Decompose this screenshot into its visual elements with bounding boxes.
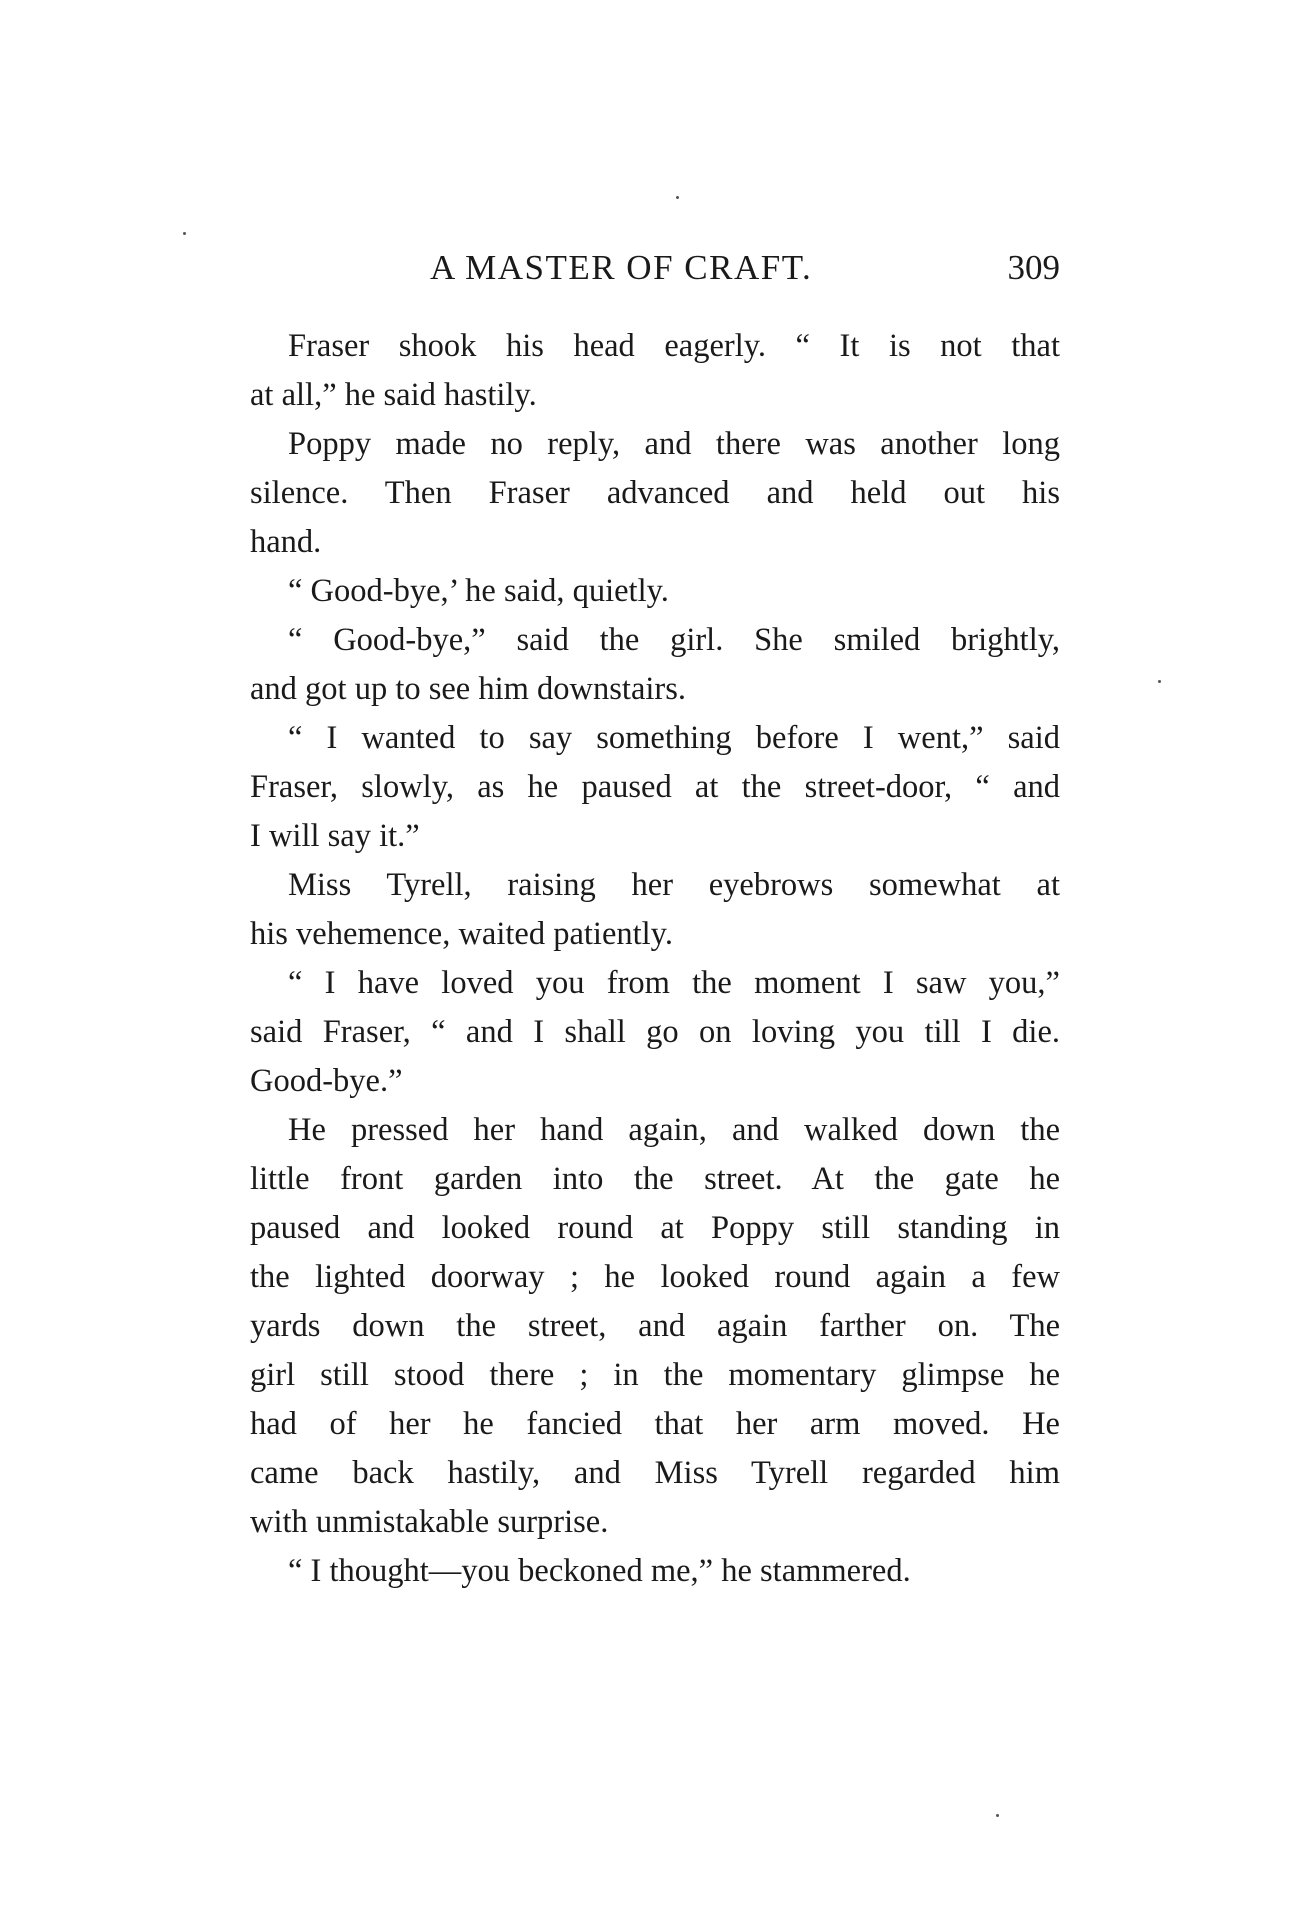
text-line: girl still stood there ; in the momentary glimpse he: [250, 1357, 1060, 1393]
text-line: He pressed her hand again, and walked down the: [288, 1112, 1060, 1148]
text-line: “ I have loved you from the moment I saw you,”: [288, 965, 1060, 1001]
text-line: with unmistakable surprise.: [250, 1504, 609, 1540]
text-line: Poppy made no reply, and there was another long: [288, 426, 1060, 462]
text-line: his vehemence, waited patiently.: [250, 916, 673, 952]
text-line: “ I wanted to say something before I went,” said: [288, 720, 1060, 756]
text-line: Fraser shook his head eagerly. “ It is not that: [288, 328, 1060, 364]
text-line: had of her he fancied that her arm moved. He: [250, 1406, 1060, 1442]
text-line: “ I thought—you beckoned me,” he stammered.: [288, 1553, 911, 1589]
text-line: little front garden into the street. At the gate he: [250, 1161, 1060, 1197]
text-line: Good-bye.”: [250, 1063, 403, 1099]
text-line: and got up to see him downstairs.: [250, 671, 686, 707]
text-line: came back hastily, and Miss Tyrell regarded him: [250, 1455, 1060, 1491]
text-line: silence. Then Fraser advanced and held out his: [250, 475, 1060, 511]
page-number: 309: [1007, 248, 1060, 287]
body-text: [250, 322, 1060, 1596]
scan-speck: [183, 232, 186, 235]
page-header: [250, 248, 1060, 298]
text-line: I will say it.”: [250, 818, 420, 854]
text-line: “ Good-bye,’ he said, quietly.: [288, 573, 669, 609]
text-line: paused and looked round at Poppy still standing in: [250, 1210, 1060, 1246]
scan-speck: [1158, 680, 1161, 683]
text-line: Fraser, slowly, as he paused at the street-door, “ and: [250, 769, 1060, 805]
text-line: at all,” he said hastily.: [250, 377, 537, 413]
text-line: said Fraser, “ and I shall go on loving you till I die.: [250, 1014, 1060, 1050]
text-line: Miss Tyrell, raising her eyebrows somewhat at: [288, 867, 1060, 903]
text-line: yards down the street, and again farther on. The: [250, 1308, 1060, 1344]
running-title: A MASTER OF CRAFT.: [430, 248, 813, 287]
text-line: hand.: [250, 524, 322, 560]
scan-speck: [996, 1814, 999, 1817]
text-line: “ Good-bye,” said the girl. She smiled brightly,: [288, 622, 1060, 658]
scan-speck: [676, 196, 679, 199]
text-line: the lighted doorway ; he looked round again a few: [250, 1259, 1060, 1295]
